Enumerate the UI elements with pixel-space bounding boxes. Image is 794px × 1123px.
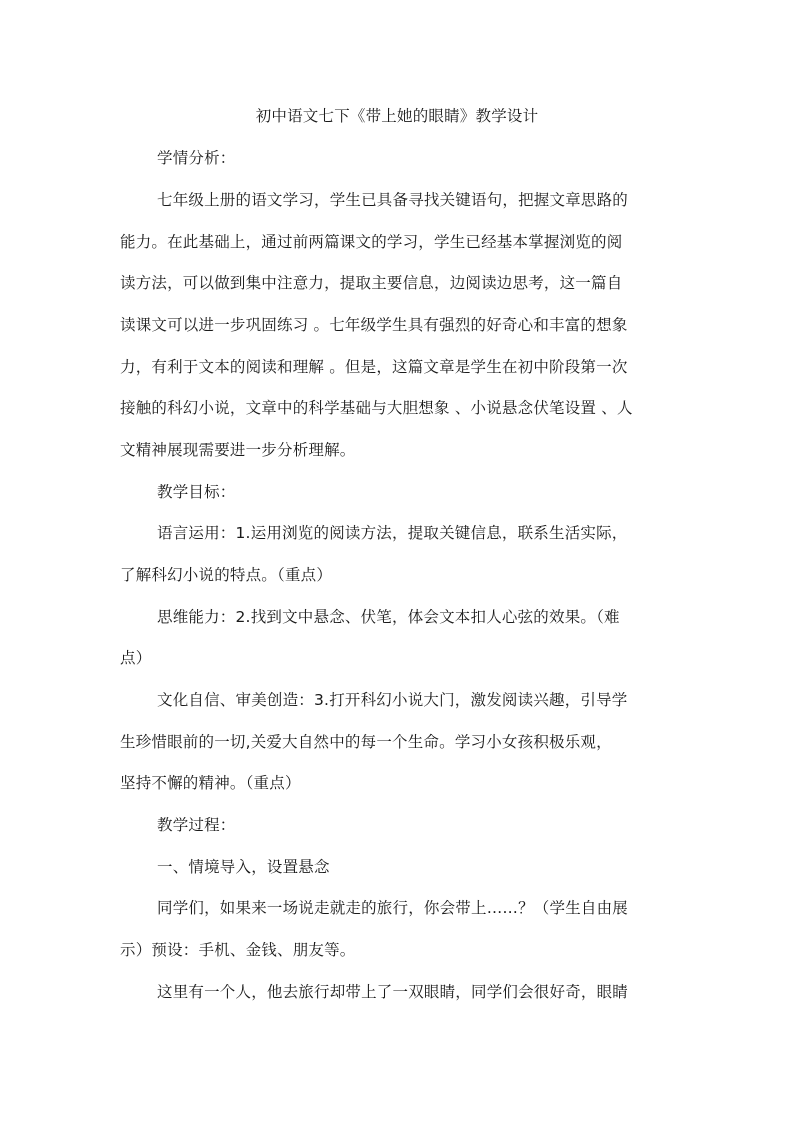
paragraph-line: 示）预设：手机、金钱、朋友等。	[120, 941, 356, 959]
paragraph-line: 接触的科幻小说，文章中的科学基础与大胆想象 、小说悬念伏笔设置 、人	[120, 399, 633, 417]
paragraph-line: 文精神展现需要进一步分析理解。	[120, 441, 356, 459]
heading-learning-analysis: 学情分析：	[157, 149, 236, 167]
paragraph-line: 同学们，如果来一场说走就走的旅行，你会带上……？（学生自由展	[157, 899, 629, 917]
paragraph-line: 这里有一个人，他去旅行却带上了一双眼睛，同学们会很好奇，眼睛	[157, 983, 629, 1001]
heading-teaching-goals: 教学目标：	[157, 483, 236, 501]
goal-thinking: 思维能力：2.找到文中悬念、伏笔，体会文本扣人心弦的效果。（难	[157, 608, 620, 626]
heading-teaching-process: 教学过程：	[157, 816, 236, 834]
paragraph-line: 力，有利于文本的阅读和理解 。但是，这篇文章是学生在初中阶段第一次	[120, 358, 628, 376]
goal-language: 语言运用：1.运用浏览的阅读方法，提取关键信息，联系生活实际，	[157, 524, 628, 542]
document-title: 初中语文七下《带上她的眼睛》教学设计	[255, 107, 539, 125]
paragraph-line: 读课文可以进一步巩固练习 。七年级学生具有强烈的好奇心和丰富的想象	[120, 316, 628, 334]
paragraph-line: 能力。在此基础上，通过前两篇课文的学习，学生已经基本掌握浏览的阅	[120, 233, 623, 251]
goal-language-cont: 了解科幻小说的特点。（重点）	[120, 566, 333, 584]
paragraph-line: 七年级上册的语文学习，学生已具备寻找关键语句，把握文章思路的	[157, 191, 629, 209]
goal-culture-cont: 坚持不懈的精神。（重点）	[120, 774, 301, 792]
goal-culture-cont: 生珍惜眼前的一切,关爱大自然中的每一个生命。学习小女孩积极乐观，	[120, 733, 612, 751]
section-heading: 一、情境导入，设置悬念	[157, 858, 330, 876]
goal-thinking-cont: 点）	[120, 649, 152, 667]
paragraph-line: 读方法，可以做到集中注意力，提取主要信息，边阅读边思考，这一篇自	[120, 274, 623, 292]
goal-culture: 文化自信、审美创造：3.打开科幻小说大门，激发阅读兴趣，引导学	[157, 691, 628, 709]
